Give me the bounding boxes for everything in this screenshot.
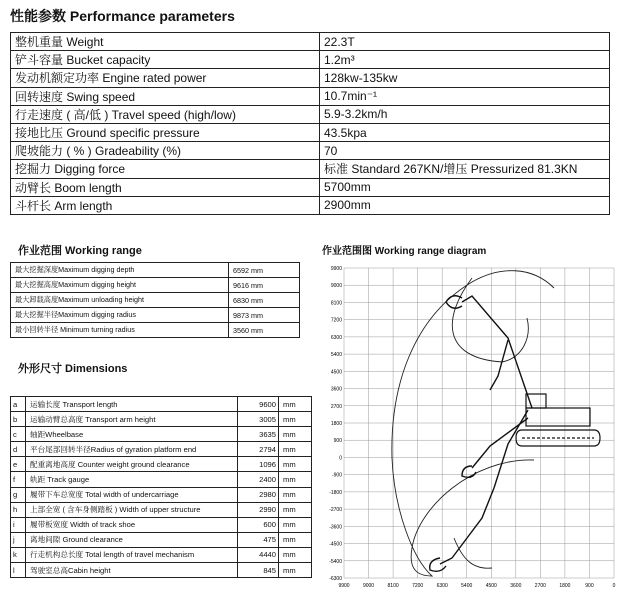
table-row [11,472,312,487]
table-row [11,457,312,472]
y-tick-label: 900 [333,438,342,445]
dimension-letter: j [11,532,26,547]
dimension-unit: mm [279,412,312,427]
table-row [11,308,300,323]
table-row [11,160,610,178]
dimension-unit: mm [279,563,312,578]
dimension-label: 行走机构总长度 Total length of travel mechanism [26,547,238,562]
dimension-unit: mm [279,502,312,517]
y-tick-label: -2700 [329,507,342,514]
dimension-unit: mm [279,442,312,457]
y-tick-label: 1800 [330,421,342,427]
y-tick-label: 8100 [330,300,342,307]
x-tick-label: 7200 [412,583,424,589]
range-label: 最大卸载高度Maximum unloading height [11,293,229,308]
dimension-letter: g [11,487,26,502]
dimension-unit: mm [279,472,312,487]
dimension-label: 轨距 Track gauge [26,472,238,487]
parameter-value: 43.5kpa [320,123,610,141]
diagram-tick-labels [329,266,615,589]
y-tick-label: 3600 [330,386,342,393]
dimension-letter: e [11,457,26,472]
x-tick-label: 0 [612,583,616,589]
parameter-value: 10.7min⁻¹ [320,87,610,105]
dimension-unit: mm [279,487,312,502]
range-label: 最大挖掘高度Maximum digging height [11,278,229,293]
dimension-unit: mm [279,532,312,547]
dimension-letter: i [11,517,26,532]
range-value: 6592 mm [229,263,300,278]
table-row [11,412,312,427]
dimension-value: 2794 [238,442,279,457]
y-tick-label: -1800 [329,489,342,496]
dimension-label: 平台尾部回转半径Radius of gyration platform end [26,442,238,457]
dimension-label: 履带板宽度 Width of track shoe [26,517,238,532]
working-range-title: 作业范围 Working range [18,245,142,257]
dimension-label: 上部全宽 ( 含车身侧踏板 ) Width of upper structure [26,502,238,517]
parameter-label: 动臂长 Boom length [11,178,320,196]
parameter-value: 5700mm [320,178,610,196]
parameter-label: 回转速度 Swing speed [11,87,320,105]
performance-title: 性能参数 Performance parameters [10,8,235,24]
table-row [11,51,610,69]
x-tick-label: 5400 [461,583,473,589]
y-tick-label: -3600 [329,524,342,531]
parameter-value: 22.3T [320,33,610,51]
y-tick-label: 9000 [330,283,342,290]
upper-structure [526,408,590,426]
range-label: 最大挖掘深度Maximum digging depth [11,263,229,278]
lower-envelope [454,538,492,568]
table-row [11,547,312,562]
y-tick-label: -5400 [329,558,342,565]
dimension-label: 履带下车总宽度 Total width of undercarriage [26,487,238,502]
dimension-label: 驾驶室总高Cabin height [26,563,238,578]
table-row [11,397,312,412]
table-row [11,293,300,308]
dimension-label: 配重离地高度 Counter weight ground clearance [26,457,238,472]
range-value: 3560 mm [229,323,300,338]
table-row [11,87,610,105]
boom-upper [462,296,532,408]
parameter-label: 爬坡能力 ( % ) Gradeability (%) [11,142,320,160]
dimension-label: 轴距Wheelbase [26,427,238,442]
dimension-letter: d [11,442,26,457]
y-tick-label: 2700 [330,403,342,410]
table-row [11,502,312,517]
table-row [11,263,300,278]
table-row [11,442,312,457]
dimension-value: 600 [238,517,279,532]
parameter-label: 整机重量 Weight [11,33,320,51]
diagram-title: 作业范围图 Working range diagram [322,246,487,257]
x-tick-label: 4500 [485,583,497,589]
range-value: 9616 mm [229,278,300,293]
table-row [11,105,610,123]
table-row [11,427,312,442]
y-tick-label: -900 [331,472,342,479]
x-tick-label: 2700 [534,583,546,589]
y-tick-label: 6300 [330,334,342,341]
dimension-unit: mm [279,397,312,412]
dimension-value: 2990 [238,502,279,517]
y-tick-label: 9900 [330,266,342,272]
dimensions-table [10,396,312,578]
y-tick-label: 5400 [330,352,342,359]
dimension-label: 运输动臂总高度 Transport arm height [26,412,238,427]
working-range-diagram [322,258,618,592]
dimension-unit: mm [279,517,312,532]
x-tick-label: 3600 [510,583,522,589]
dimension-letter: b [11,412,26,427]
y-tick-label: 7200 [330,317,342,324]
dimension-letter: c [11,427,26,442]
table-row [11,563,312,578]
dimension-value: 475 [238,532,279,547]
table-row [11,323,300,338]
working-range-table [10,262,300,338]
parameter-label: 接地比压 Ground specific pressure [11,123,320,141]
table-row [11,532,312,547]
bucket-low [430,558,446,571]
x-tick-label: 6300 [436,583,448,589]
y-tick-label: 4500 [330,369,342,376]
dimension-value: 845 [238,563,279,578]
table-row [11,123,610,141]
inner-envelope [452,278,528,362]
y-tick-label: -6300 [329,576,342,582]
table-row [11,69,610,87]
excavator-body [516,394,600,446]
dimension-value: 9600 [238,397,279,412]
dimension-label: 离地间隙 Ground clearance [26,532,238,547]
performance-table [10,32,610,215]
dimension-unit: mm [279,457,312,472]
table-row [11,142,610,160]
parameter-label: 发动机额定功率 Engine rated power [11,69,320,87]
parameter-value: 1.2m³ [320,51,610,69]
x-tick-label: 9000 [362,583,375,589]
table-row [11,196,610,214]
range-label: 最大挖掘半径Maximum digging radius [11,308,229,323]
diagram-grid [344,268,614,578]
dimension-value: 3635 [238,427,279,442]
table-row [11,33,610,51]
dimension-label: 运输长度 Transport length [26,397,238,412]
dimension-letter: l [11,563,26,578]
table-row [11,517,312,532]
range-value: 6830 mm [229,293,300,308]
dimension-unit: mm [279,427,312,442]
table-row [11,487,312,502]
bucket-mid [462,466,476,477]
parameter-value: 128kw-135kw [320,69,610,87]
range-label: 最小回转半径 Minimum turning radius [11,323,229,338]
x-tick-label: 8100 [387,583,399,589]
dimension-value: 4440 [238,547,279,562]
dimension-letter: k [11,547,26,562]
x-tick-label: 1800 [559,583,571,589]
parameter-value: 2900mm [320,196,610,214]
table-row [11,178,610,196]
dimension-value: 2400 [238,472,279,487]
range-value: 9873 mm [229,308,300,323]
parameter-label: 铲斗容量 Bucket capacity [11,51,320,69]
arm-upper [490,340,508,390]
dimension-letter: a [11,397,26,412]
parameter-value: 标准 Standard 267KN/增压 Pressurized 81.3KN [320,160,610,178]
dimension-letter: h [11,502,26,517]
dimension-value: 3005 [238,412,279,427]
dimension-unit: mm [279,547,312,562]
parameter-label: 行走速度 ( 高/低 ) Travel speed (high/low) [11,105,320,123]
y-tick-label: 0 [339,455,342,462]
parameter-label: 斗杆长 Arm length [11,196,320,214]
dimension-value: 2980 [238,487,279,502]
y-tick-label: -4500 [329,541,342,548]
parameter-value: 5.9-3.2km/h [320,105,610,123]
x-tick-label: 9900 [338,583,350,589]
parameter-value: 70 [320,142,610,160]
arm-lower [440,488,494,564]
dimension-letter: f [11,472,26,487]
dimension-value: 1096 [238,457,279,472]
dimensions-title: 外形尺寸 Dimensions [18,363,128,375]
x-tick-label: 900 [585,583,594,589]
table-row [11,278,300,293]
parameter-label: 挖掘力 Digging force [11,160,320,178]
